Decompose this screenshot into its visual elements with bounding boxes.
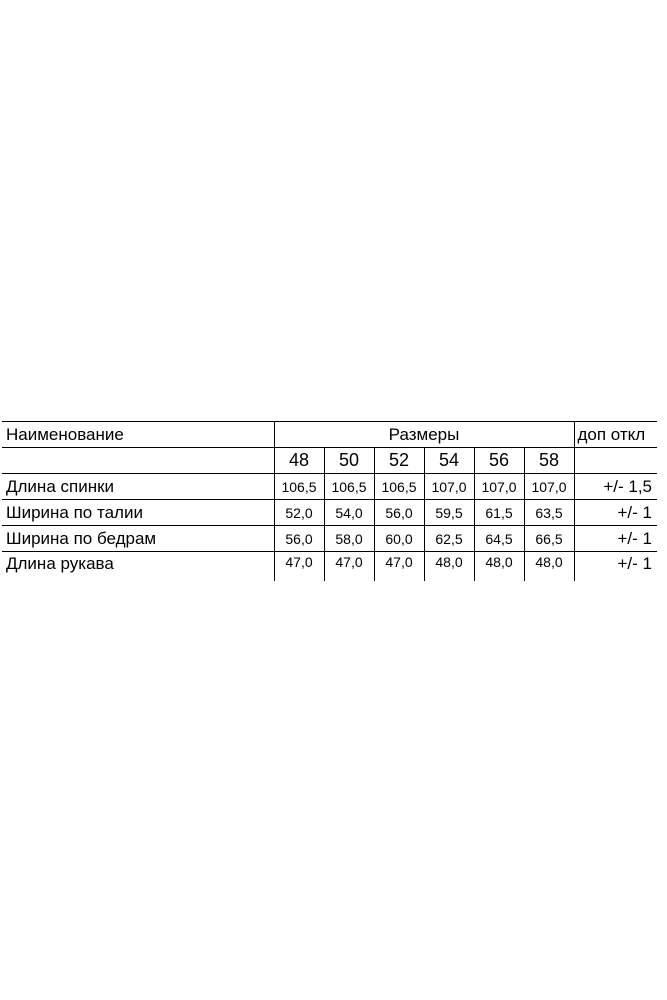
table-row	[2, 526, 657, 552]
value-cell: 61,5	[474, 500, 524, 526]
row-name: Длина рукава	[2, 552, 274, 582]
size-cell: 58	[524, 448, 574, 474]
value-cell: 56,0	[374, 500, 424, 526]
value-cell: 47,0	[374, 552, 424, 582]
row-name: Ширина по талии	[2, 500, 274, 526]
sizes-row	[2, 448, 657, 474]
header-name-cell: Наименование	[2, 422, 274, 448]
value-cell: 106,5	[324, 474, 374, 500]
value-cell: 107,0	[474, 474, 524, 500]
header-row	[2, 422, 657, 448]
value-cell: 54,0	[324, 500, 374, 526]
value-cell: 107,0	[524, 474, 574, 500]
value-cell: 63,5	[524, 500, 574, 526]
header-sizes-cell: Размеры	[274, 422, 574, 448]
value-cell: 66,5	[524, 526, 574, 552]
deviation-cell: +/- 1,5	[574, 474, 657, 500]
empty-cell	[2, 448, 274, 474]
deviation-cell: +/- 1	[574, 500, 657, 526]
table-row	[2, 474, 657, 500]
value-cell: 47,0	[274, 552, 324, 582]
size-cell: 48	[274, 448, 324, 474]
size-cell: 52	[374, 448, 424, 474]
row-name: Ширина по бедрам	[2, 526, 274, 552]
value-cell: 52,0	[274, 500, 324, 526]
deviation-cell: +/- 1	[574, 526, 657, 552]
deviation-cell: +/- 1	[574, 552, 657, 582]
row-name: Длина спинки	[2, 474, 274, 500]
value-cell: 59,5	[424, 500, 474, 526]
size-cell: 54	[424, 448, 474, 474]
value-cell: 58,0	[324, 526, 374, 552]
value-cell: 48,0	[524, 552, 574, 582]
value-cell: 107,0	[424, 474, 474, 500]
value-cell: 64,5	[474, 526, 524, 552]
table-row	[2, 500, 657, 526]
value-cell: 60,0	[374, 526, 424, 552]
value-cell: 47,0	[324, 552, 374, 582]
size-cell: 56	[474, 448, 524, 474]
value-cell: 62,5	[424, 526, 474, 552]
value-cell: 48,0	[424, 552, 474, 582]
value-cell: 106,5	[374, 474, 424, 500]
size-chart-table	[2, 421, 657, 581]
size-cell: 50	[324, 448, 374, 474]
value-cell: 56,0	[274, 526, 324, 552]
empty-cell	[574, 448, 657, 474]
value-cell: 106,5	[274, 474, 324, 500]
table-row	[2, 552, 657, 582]
header-deviation-cell: доп откл	[574, 422, 657, 448]
value-cell: 48,0	[474, 552, 524, 582]
